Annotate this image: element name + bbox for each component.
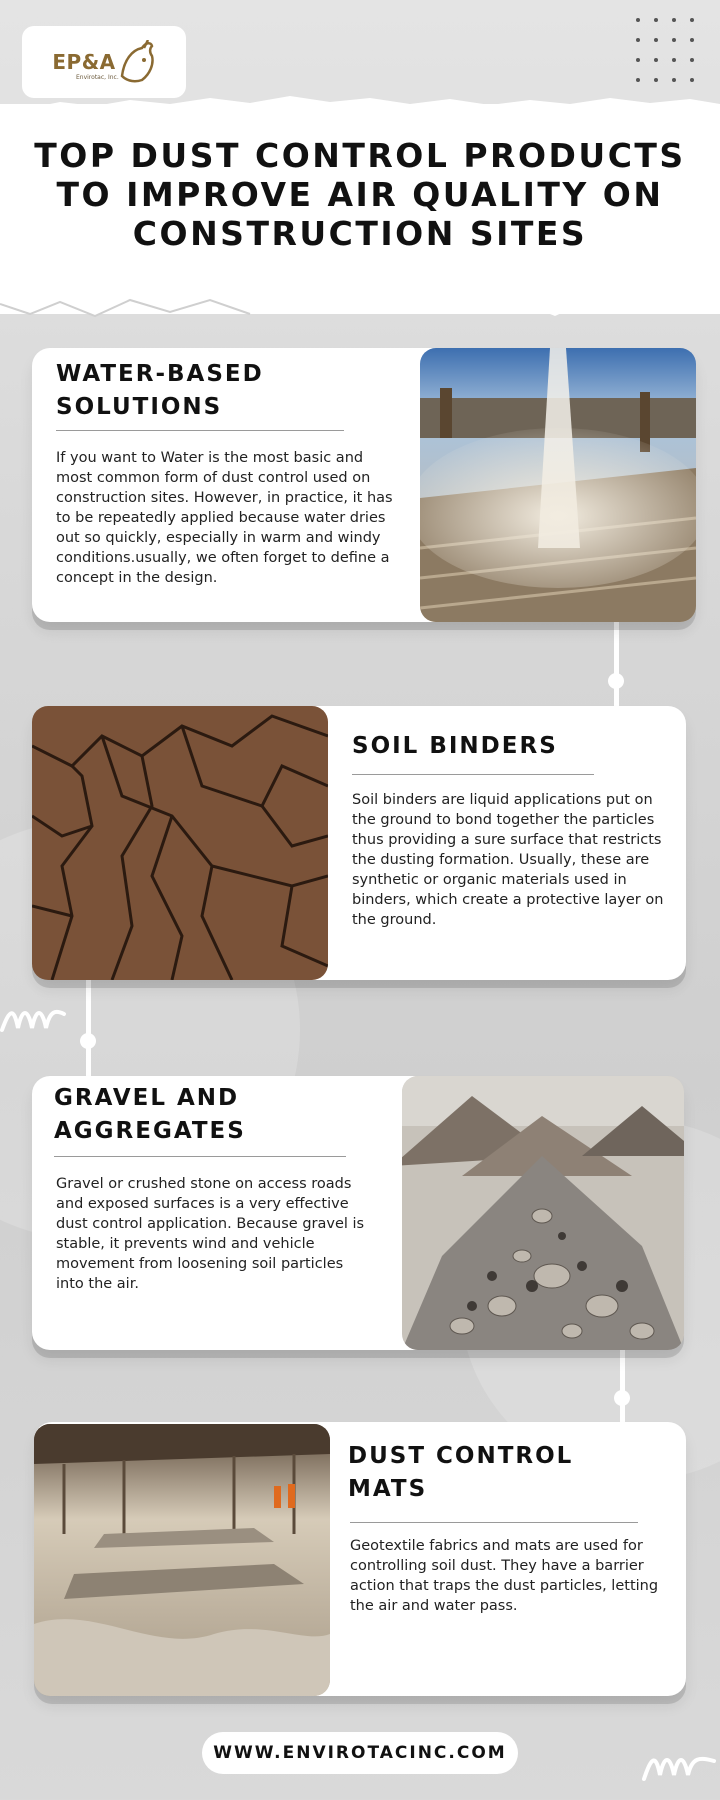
- section-divider: [352, 774, 594, 775]
- gravel-pile-photo: [402, 1076, 684, 1350]
- section-title: WATER-BASED SOLUTIONS: [56, 361, 264, 420]
- section-body: Gravel or crushed stone on access roads and exposed surfaces is a very effective dust control application. Because gravel is stable, it prevents wind and vehicle movement from loosening soil particles into the air.: [56, 1176, 365, 1292]
- logo-text: EP&A: [52, 50, 116, 74]
- connector-node: [608, 673, 624, 689]
- section-divider: [56, 430, 344, 431]
- connector-node: [80, 1033, 96, 1049]
- cracked-soil-photo: [32, 706, 328, 980]
- website-link[interactable]: [202, 1732, 518, 1774]
- page-title: TOP DUST CONTROL PRODUCTS TO IMPROVE AIR QUALITY ON CONSTRUCTION SITES: [34, 136, 686, 253]
- section-title: SOIL BINDERS: [352, 733, 558, 759]
- torn-edge-bottom: [0, 270, 720, 330]
- squiggle-decoration: [0, 1000, 70, 1040]
- section-body: Soil binders are liquid applications put on the ground to bond together the particles thus providing a sure surface that restricts the dusting formation. Usually, these are synthetic or organic materials used in binders, which create a protective layer on the ground.: [352, 792, 664, 928]
- section-title: DUST CONTROL MATS: [348, 1443, 574, 1502]
- section-divider: [350, 1522, 638, 1523]
- connector-line: [620, 1348, 625, 1423]
- dot-grid-decoration: [632, 14, 702, 90]
- section-divider: [54, 1156, 346, 1157]
- rhino-icon: [118, 40, 156, 84]
- section-body: If you want to Water is the most basic and most common form of dust control used on construction sites. However, in practice, it has to be repeatedly applied because water dries out so quickly, especially in warm and windy conditions.usually, we often forget to define a concept in the design.: [56, 450, 393, 586]
- dust-mats-photo: [34, 1424, 330, 1696]
- section-body: Geotextile fabrics and mats are used for controlling soil dust. They have a barrier action that traps the dust particles, letting the air and water pass.: [350, 1538, 659, 1614]
- torn-edge-top: [0, 92, 720, 116]
- website-text: WWW.ENVIROTACINC.COM: [213, 1743, 507, 1763]
- connector-line: [614, 620, 619, 710]
- company-logo[interactable]: [22, 26, 186, 98]
- logo-subtext: Envirotac, Inc.: [76, 74, 119, 81]
- connector-node: [614, 1390, 630, 1406]
- squiggle-decoration: [640, 1745, 718, 1785]
- connector-line: [86, 978, 91, 1078]
- section-title: GRAVEL AND AGGREGATES: [54, 1085, 246, 1144]
- water-spray-photo: [420, 348, 696, 622]
